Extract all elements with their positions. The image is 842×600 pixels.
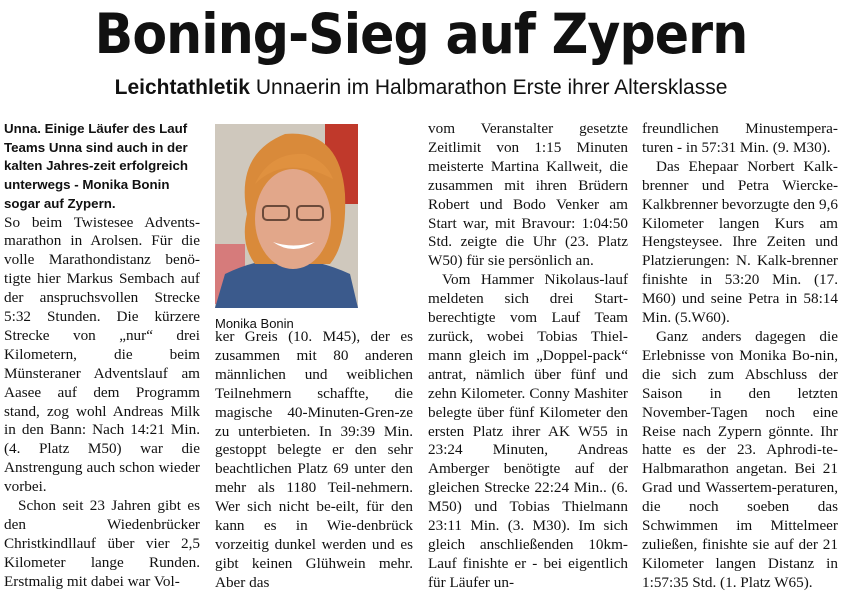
paragraph: freundlichen Minustempera-turen - in 57:31 Min. (9. M30). xyxy=(642,120,838,156)
headline: Boning-Sieg auf Zypern xyxy=(94,2,748,66)
portrait-photo xyxy=(215,124,358,308)
paragraph: vom Veranstalter gesetzte Zeitlimit von 1:15 Minuten meisterte Martina Kallweit, die zusammen mit ihren Brüdern Robert und Bodo Venker am Start war, mit Bravour: 1:04:50 Std. zeigte die Uhr (23. Platz W50) für sie persönlich an. xyxy=(428,120,628,270)
column-2 xyxy=(215,328,413,593)
subline-text: Unnaerin im Halbmarathon Erste ihrer Altersklasse xyxy=(255,76,728,99)
photo-caption: Monika Bonin xyxy=(215,316,294,331)
column-1 xyxy=(4,120,200,592)
paragraph: Vom Hammer Nikolaus-lauf meldeten sich drei Start-berechtigte vom Lauf Team zurück, wobei Tobias Thiel-mann gleich im „Doppel-pack“ antrat, nämlich über fünf und zehn Kilometer. Conny Mashiter belegte über fünf Kilometer den ersten Platz ihrer AK W55 in 23:24 Minuten, Andreas Amberger benötigte auf der gleichen Strecke 22:24 Min.. (6. M50) und Tobias Thielmann 23:11 Min. (3. M30). Im sich gleich anschließenden 10km-Lauf finishte er - bei eigentlich für Läufer un- xyxy=(428,271,628,591)
paragraph: ker Greis (10. M45), der es zusammen mit 80 anderen männlichen und weiblichen Teilnehmern schaffte, die magische 40-Minuten-Gren-ze zu unterbieten. In 39:39 Min. gestoppt belegte er den sehr beachtlichen Platz 69 unter den mehr als 1180 Teil-nehmern. Wer sich nicht be-eilt, für den kann es in Wie-denbrück vorzeitig dunkel werden und es gibt keinen Glühwein mehr. Aber das xyxy=(215,328,413,591)
paragraph: So beim Twistesee Advents-marathon in Arolsen. Für die volle Marathondistanz benö-tigte hier Markus Sembach auf der anspruchsvollen Strecke 5:32 Stunden. Die kürzere Strecke von „nur“ drei Kilometern, die beim Münsteraner Adventslauf am Aasee auf dem Programm stand, zog wohl Andreas Milk in den Bann: Nach 14:21 Min. (4. Platz M50) war die Anstrengung auch schon wieder vorbei. xyxy=(4,213,200,496)
column-4 xyxy=(642,120,838,593)
paragraph: Das Ehepaar Norbert Kalk-brenner und Petra Wiercke-Kalkbrenner bevorzugte den 9,6 Kilometer langen Kurs am Hengsteysee. Ihre Zeiten und Platzierungen: N. Kalk-brenner finishte in 53:20 Min. (17. M60) und seine Petra in 58:14 Min. (5.W60). xyxy=(642,157,838,327)
intro-text: Unna. Einige Läufer des Lauf Teams Unna sind auch in der kalten Jahres-zeit erfolgreich unterwegs - Monika Bonin sogar auf Zypern. xyxy=(4,121,189,211)
paragraph: Schon seit 23 Jahren gibt es den Wiedenbrücker Christkindllauf über vier 2,5 Kilometer lange Runden. Erstmalig mit dabei war Vol- xyxy=(4,497,200,590)
subline-kicker: Leichtathletik xyxy=(114,76,250,99)
paragraph: Ganz anders dagegen die Erlebnisse von Monika Bo-nin, die sich zum Abschluss der Saison in den letzten November-Tagen noch eine Reise nach Zypern gönnte. Ihr hatte es der 23. Aphrodi-te-Halbmarathon angetan. Bei 21 Grad und Wassertem-peraturen, die noch soeben das Schwimmen im Mittelmeer zuließen, finishte sie auf der 21 Kilometer langen Distanz in 1:57:35 Std. (1. Platz W65). xyxy=(642,327,838,591)
subline xyxy=(0,74,842,102)
portrait-image xyxy=(215,124,358,308)
column-3 xyxy=(428,120,628,593)
